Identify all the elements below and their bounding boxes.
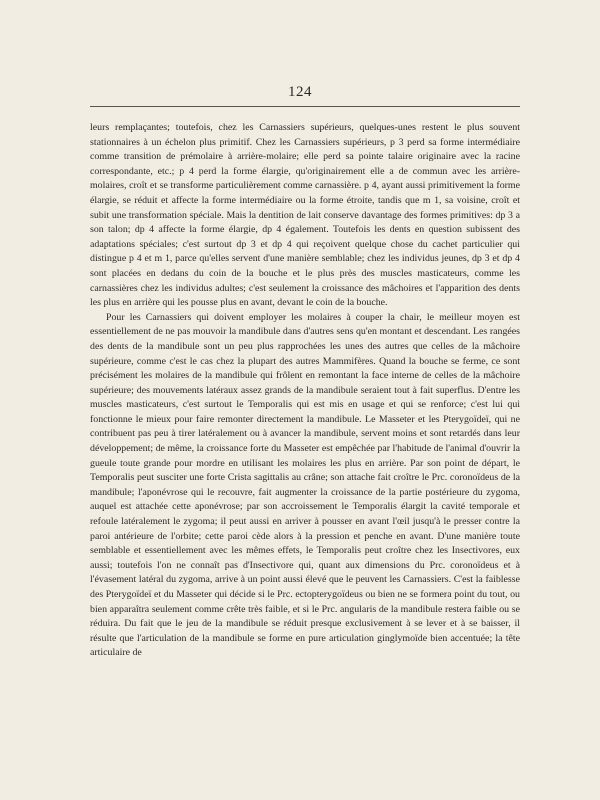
page-number: 124 [288, 84, 312, 100]
header-rule [90, 106, 520, 107]
paragraph-continuation: leurs remplaçantes; toutefois, chez les Carnassiers supérieurs, quelques-unes restent le plus souvent stationnaires à un échelon plus primitif. Chez les Carnassiers supérieurs, p 3 perd sa forme intermédiaire comme transition de prémolaire à arrière-molaire; elle perd sa pointe talaire originaire avec la racine correspondante, etc.; p 4 perd la forme élargie, qu'originairement elle a de commun avec les arrière-molaires, croît et se transforme particulièrement comme carnassière. p 4, ayant aussi primitivement la forme élargie, se réduit et affecte la forme intermédiaire ou la forme étroite, tandis que m 1, sa voisine, croît et subit une transformation spéciale. Mais la dentition de lait conserve davantage des formes primitives: dp 3 a son talon; dp 4 affecte la forme élargie, dp 4 également. Toutefois les dents en question subissent des adaptations spéciales; c'est surtout dp 3 et dp 4 qui reçoivent quelque chose du cachet particulier qui distingue p 4 et m 1, parce qu'elles servent d'une manière semblable; chez les individus jeunes, dp 3 et dp 4 sont placées en dedans du coin de la bouche et le plus près des muscles masticateurs, comme les carnassières chez les individus adultes; c'est seulement la croissance des mâchoires et l'apparition des dents les plus en arrière qui les pousse plus en avant, devant le coin de la bouche. [90, 122, 520, 309]
body-text [90, 121, 520, 661]
paragraph-carnassiers: Pour les Carnassiers qui doivent employer les molaires à couper la chair, le meilleur moyen est essentiellement de ne pas mouvoir la mandibule dans d'autres sens qu'en montant et descendant. Les rangées des dents de la mandibule sont un peu plus rapprochées les unes des autres que celles de la mâchoire supérieure, comme c'est le cas chez la plupart des autres Mammifères. Quand la bouche se ferme, ce sont précisément les molaires de la mandibule qui frôlent en remontant la face interne de celles de la mâchoire supérieure; des mouvements latéraux assez grands de la mandibule seraient tout à fait superflus. D'entre les muscles masticateurs, c'est surtout le Temporalis qui est mis en usage et qui se renforce; c'est lui qui fonctionne le mieux pour faire remonter directement la mandibule. Le Masseter et les Pterygoïdeï, qui ne contribuent pas peu à tirer latéralement ou à avancer la mandibule, servent moins et sont retardés dans leur développement; de même, la croissance forte du Masseter est empêchée par l'habitude de l'animal d'ouvrir la gueule toute grande pour mordre en utilisant les molaires les plus en arrière. Par son point de départ, le Temporalis peut susciter une forte Crista sagittalis au crâne; son attache fait croître le Prc. coronoïdeus de la mandibule; l'aponévrose qui le recouvre, fait augmenter la croissance de la partie postérieure du zygoma, auquel est attachée cette aponévrose; par son accroissement le Temporalis élargit la cavité temporale et refoule latéralement le zygoma; il peut aussi en arriver à pousser en avant l'œil jusqu'à le presser contre la paroi antérieure de l'orbite; cette paroi cède alors à la pression et penche en avant. D'une manière toute semblable et essentiellement avec les mêmes effets, le Temporalis peut croître chez les Insectivores, eux aussi; toutefois l'on ne connaît pas d'Insectivore qui, quant aux dimensions du Prc. coronoïdeus et à l'évasement latéral du zygoma, arrive à un point aussi élevé que le peuvent les Carnassiers. C'est la faiblesse des Pterygoïdeï et du Masseter qui décide si le Prc. ectopterygoïdeus ou bien ne se formera point du tout, ou bien apparaîtra seulement comme crête très faible, et si le Prc. angularis de la mandibule restera faible ou se réduira. Du fait que le jeu de la mandibule se réduit presque exclusivement à se lever et à se baisser, il résulte que l'articulation de la mandibule se forme en pure articulation ginglymoïde bien accentuée; la tête articulaire de [90, 311, 520, 659]
